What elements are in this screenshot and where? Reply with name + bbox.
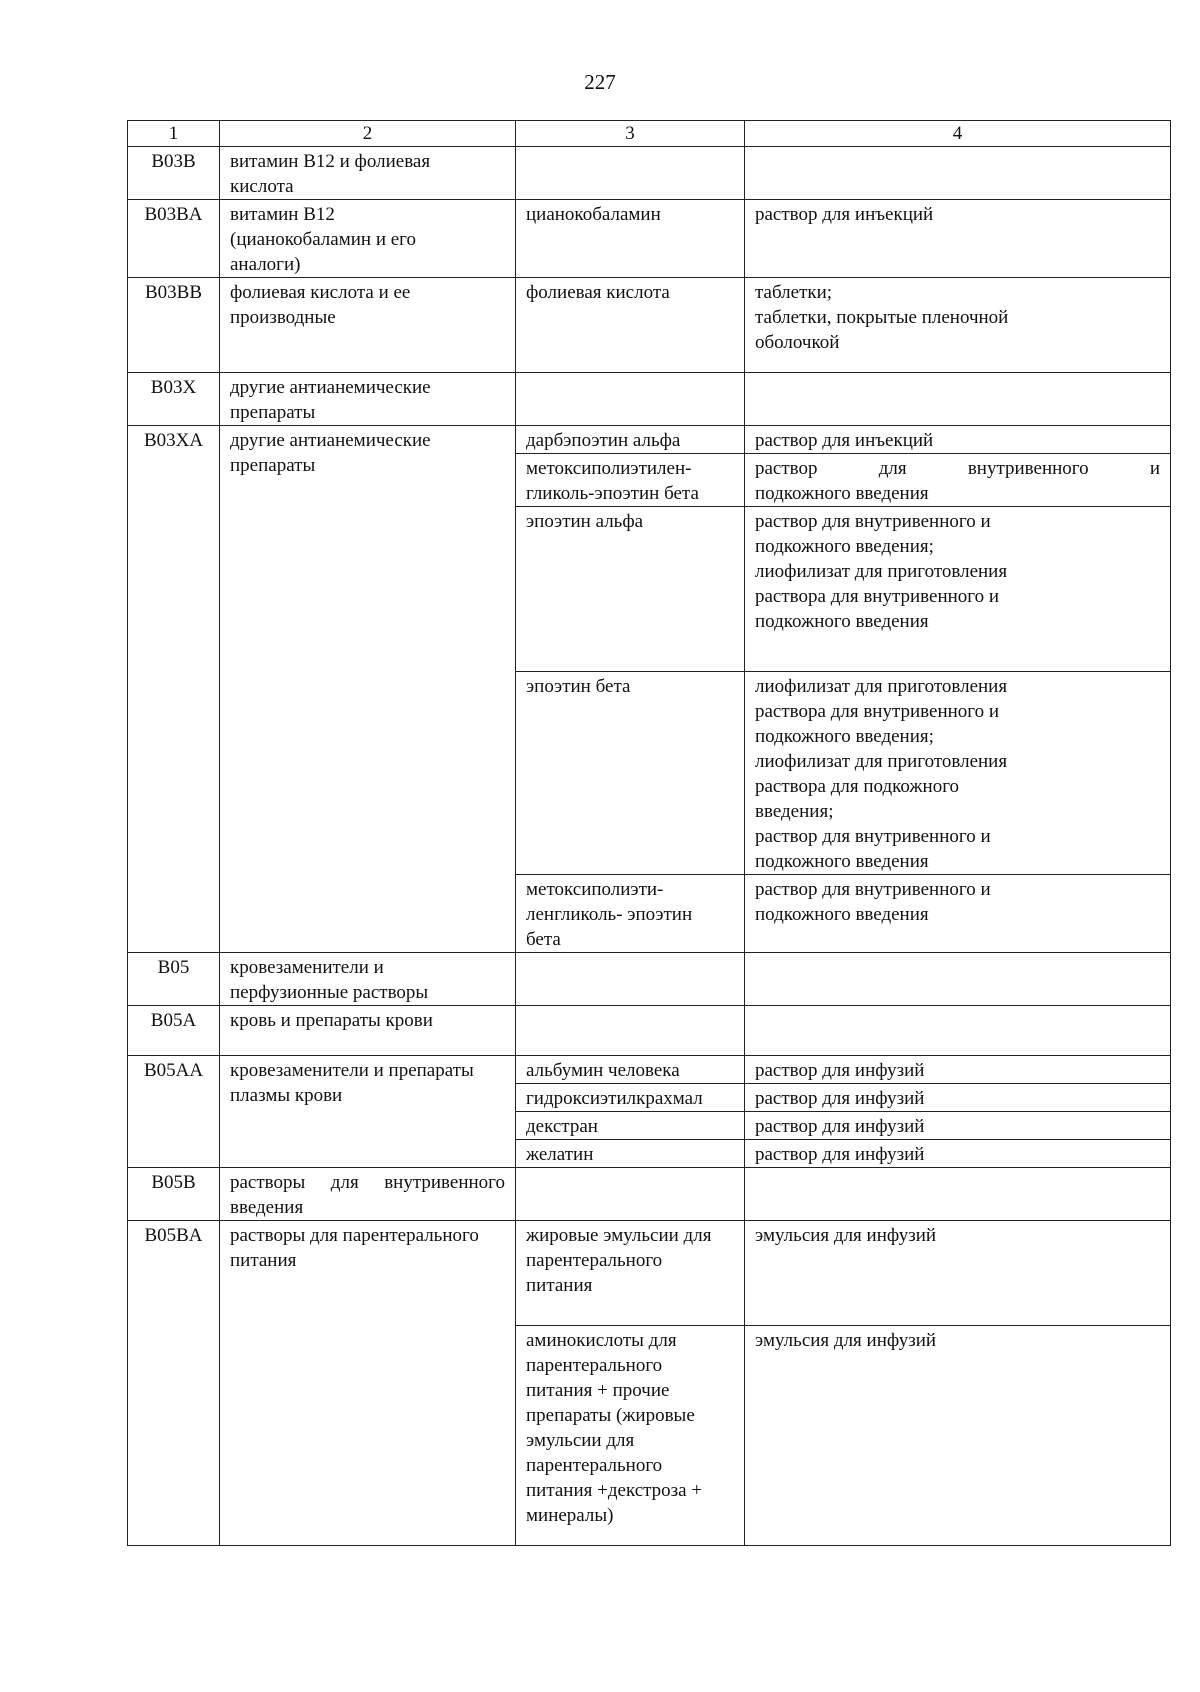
page-number: 227 bbox=[584, 70, 616, 94]
column-header: 3 bbox=[516, 121, 745, 147]
group-name: витамин B12 (цианокобаламин и его аналоги) bbox=[220, 200, 516, 278]
dosage-form bbox=[745, 1168, 1171, 1221]
drug-name bbox=[516, 147, 745, 200]
table-row bbox=[128, 1168, 1171, 1221]
dosage-form: раствор для инъекций bbox=[745, 200, 1171, 278]
group-name: кровезаменители и препараты плазмы крови bbox=[220, 1056, 516, 1168]
atc-code: B05BA bbox=[128, 1221, 220, 1546]
atc-code: B03B bbox=[128, 147, 220, 200]
dosage-form bbox=[745, 147, 1171, 200]
group-name: другие антианемические препараты bbox=[220, 426, 516, 953]
group-name-line: растворы для внутривенного bbox=[230, 1172, 505, 1193]
dosage-form: раствор для внутривенного и подкожного введения bbox=[745, 875, 1171, 953]
drug-name: жировые эмульсии для парентерального питания bbox=[516, 1221, 745, 1326]
dosage-form bbox=[745, 953, 1171, 1006]
group-name: витамин B12 и фолиевая кислота bbox=[220, 147, 516, 200]
column-header: 2 bbox=[220, 121, 516, 147]
table-row bbox=[128, 373, 1171, 426]
atc-code: B03XA bbox=[128, 426, 220, 953]
column-header: 1 bbox=[128, 121, 220, 147]
dosage-form: эмульсия для инфузий bbox=[745, 1326, 1171, 1546]
dosage-form: раствор для инфузий bbox=[745, 1056, 1171, 1084]
dosage-form: раствор для инфузий bbox=[745, 1084, 1171, 1112]
group-name: фолиевая кислота и ее производные bbox=[220, 278, 516, 373]
drug-name: аминокислоты для парентерального питания + прочие препараты (жировые эмульсии для парентерального питания +декстроза + минералы) bbox=[516, 1326, 745, 1546]
atc-code: B03X bbox=[128, 373, 220, 426]
dosage-form: таблетки; таблетки, покрытые пленочной оболочкой bbox=[745, 278, 1171, 373]
table-row bbox=[128, 1006, 1171, 1056]
drug-name bbox=[516, 1006, 745, 1056]
atc-code: B03BB bbox=[128, 278, 220, 373]
table-row bbox=[128, 1221, 1171, 1326]
atc-code: B05A bbox=[128, 1006, 220, 1056]
drug-name: альбумин человека bbox=[516, 1056, 745, 1084]
drug-name: декстран bbox=[516, 1112, 745, 1140]
dosage-form: эмульсия для инфузий bbox=[745, 1221, 1171, 1326]
drug-name bbox=[516, 953, 745, 1006]
table-row bbox=[128, 426, 1171, 454]
atc-code: B05B bbox=[128, 1168, 220, 1221]
column-header: 4 bbox=[745, 121, 1171, 147]
drug-name: эпоэтин альфа bbox=[516, 507, 745, 672]
drug-name bbox=[516, 373, 745, 426]
drug-name: желатин bbox=[516, 1140, 745, 1168]
dosage-form: раствор для инфузий bbox=[745, 1112, 1171, 1140]
drug-name: гидроксиэтилкрахмал bbox=[516, 1084, 745, 1112]
dosage-form bbox=[745, 1006, 1171, 1056]
table-row bbox=[128, 1056, 1171, 1084]
dosage-form: раствор для инъекций bbox=[745, 426, 1171, 454]
table-header-row bbox=[128, 121, 1171, 147]
dosage-form: лиофилизат для приготовления раствора для внутривенного и подкожного введения; лиофилизат для приготовления раствора для подкожного введения; раствор для внутривенного и подкожного введения bbox=[745, 672, 1171, 875]
table-row bbox=[128, 278, 1171, 373]
drug-name: эпоэтин бета bbox=[516, 672, 745, 875]
drug-name: фолиевая кислота bbox=[516, 278, 745, 373]
dosage-form: раствор для внутривенного и подкожного введения; лиофилизат для приготовления раствора для внутривенного и подкожного введения bbox=[745, 507, 1171, 672]
group-name: кровезаменители и перфузионные растворы bbox=[220, 953, 516, 1006]
dosage-form: раствор для инфузий bbox=[745, 1140, 1171, 1168]
dosage-form-line: подкожного введения bbox=[755, 483, 929, 504]
atc-code: B05AA bbox=[128, 1056, 220, 1168]
group-name bbox=[220, 1168, 516, 1221]
group-name: растворы для парентерального питания bbox=[220, 1221, 516, 1546]
group-name: кровь и препараты крови bbox=[220, 1006, 516, 1056]
drug-name: метоксиполиэтилен- гликоль-эпоэтин бета bbox=[516, 454, 745, 507]
dosage-form-line: раствор для внутривенного и bbox=[755, 458, 1160, 479]
group-name: другие антианемические препараты bbox=[220, 373, 516, 426]
atc-code: B03BA bbox=[128, 200, 220, 278]
drug-name bbox=[516, 1168, 745, 1221]
drug-name: метоксиполиэти- ленгликоль- эпоэтин бета bbox=[516, 875, 745, 953]
table-row bbox=[128, 953, 1171, 1006]
table-row bbox=[128, 147, 1171, 200]
dosage-form bbox=[745, 454, 1171, 507]
group-name-line: введения bbox=[230, 1197, 304, 1218]
drug-name: цианокобаламин bbox=[516, 200, 745, 278]
atc-code: B05 bbox=[128, 953, 220, 1006]
drug-table bbox=[127, 120, 1171, 1546]
drug-name: дарбэпоэтин альфа bbox=[516, 426, 745, 454]
table-row bbox=[128, 200, 1171, 278]
dosage-form bbox=[745, 373, 1171, 426]
